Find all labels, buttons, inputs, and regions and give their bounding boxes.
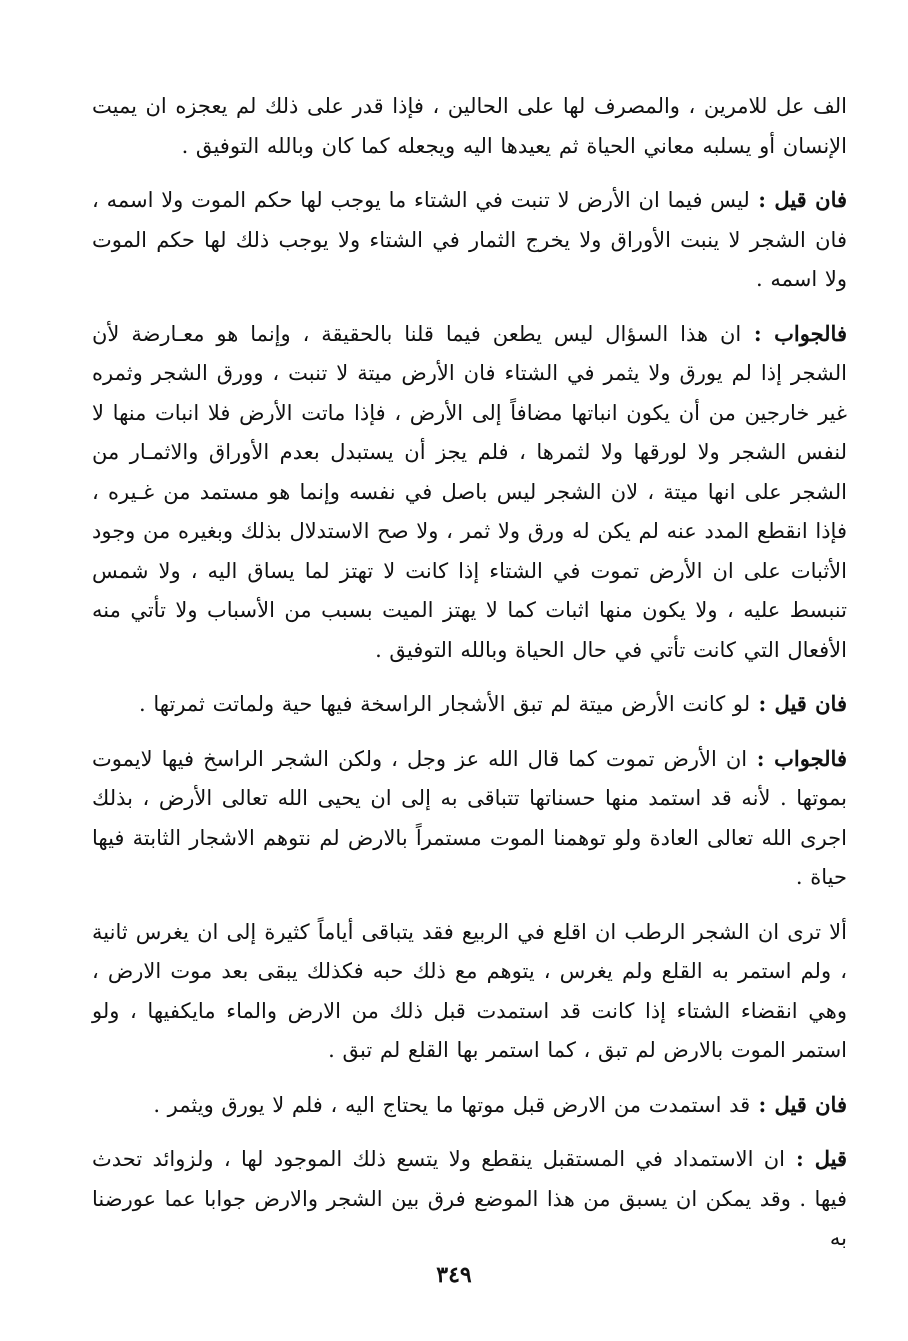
paragraph-text: ألا ترى ان الشجر الرطب ان اقلع في الربيع فقد يتباقى أياماً كثيرة إلى ان يغرس ثانية ، ولم استمر به القلع ولم يغرس ، يتوهم مع ذلك حبه فكذلك يبقى بعد موت الارض ، وهي انقضاء الشتاء إذا كانت قد استمدت قبل ذلك من الارض والماء مايكفيها ، ولو استمر الموت بالارض لم تبق ، كما استمر بها القلع لم تبق . (92, 919, 847, 1062)
paragraph-2 (92, 180, 847, 300)
paragraph-text: ليس فيما ان الأرض لا تنبت في الشتاء ما يوجب لها حكم الموت ولا اسمه ، فان الشجر لا ينبت الأوراق ولا يخرج الثمار في الشتاء ولا يوجب ذلك لها حكم الموت ولا اسمه . (92, 188, 847, 291)
paragraph-text: الف عل للامرين ، والمصرف لها على الحالين ، فإذا قدر على ذلك لم يعجزه ان يميت الإنسان أو يسلبه معاني الحياة ثم يعيدها اليه ويجعله كما كان وبالله التوفيق . (92, 94, 847, 158)
paragraph-text: لو كانت الأرض ميتة لم تبق الأشجار الراسخة فيها حية ولماتت ثمرتها . (139, 692, 751, 716)
paragraph-text: ان هذا السؤال ليس يطعن فيما قلنا بالحقيقة ، وإنما هو معـارضة لأن الشجر إذا لم يورق ولا يثمر في الشتاء فان الأرض ميتة لا تنبت ، وورق الشجر وثمره غير خارجين من أن يكون انباتها مضافاً إلى الأرض ، فإذا ماتت الأرض فلا انبات منها لا لنفس الشجر ولا لورقها ولا لثمرها ، فلم يجز أن يستبدل بعدم الأوراق والاثمـار من الشجر على انها ميتة ، لان الشجر ليس باصل في نفسه وإنما هو مستمد من غـيره ، فإذا انقطع المدد عنه لم يكن له ورق ولا ثمر ، ولا صح الاستدلال بذلك وبغيره من وجود الأثبات على ان الأرض تموت في الشتاء إذا كانت لا تهتز لما يساق اليه ، ولا شمس تنبسط عليه ، ولا يكون منها اثبات كما لا يهتز الميت بسبب من الأسباب ولا تأتي منه الأفعال التي كانت تأتي في حال الحياة وبالله التوفيق . (92, 321, 847, 662)
paragraph-lead: فان قيل : (750, 1091, 847, 1117)
paragraph-text: ان الأرض تموت كما قال الله عز وجل ، ولكن الشجر الراسخ فيها لايموت بموتها . لأنه قد استمد منها حسناتها تتباقى به إلى ان يحيى الله تعالى الأرض ، بذلك اجرى الله تعالى العادة ولو توهمنا الموت مستمراً بالارض لم نتوهم الاشجار الثابتة فيها حياة . (92, 746, 847, 889)
paragraph-3 (92, 314, 847, 671)
paragraph-text: قد استمدت من الارض قبل موتها ما يحتاج اليه ، فلم لا يورق ويثمر . (153, 1092, 751, 1117)
paragraph-lead: فان قيل : (750, 691, 847, 716)
page-number: ٣٤٩ (436, 1262, 472, 1288)
paragraph-5 (92, 739, 847, 898)
paragraph-lead: فالجواب : (747, 745, 847, 771)
paragraph-6 (92, 912, 847, 1071)
paragraph-1 (92, 86, 847, 166)
paragraph-lead: قيل : (785, 1146, 847, 1171)
paragraph-lead: فالجواب : (741, 320, 847, 346)
paragraph-8 (92, 1139, 847, 1259)
document-page (92, 86, 847, 1273)
paragraph-4 (92, 684, 847, 725)
paragraph-lead: فان قيل : (749, 187, 848, 212)
paragraph-text: ان الاستمداد في المستقبل ينقطع ولا يتسع ذلك الموجود لها ، ولزوائد تحدث فيها . وقد يمكن ان يسبق من هذا الموضع فرق بين الشجر والارض جوابا عما عورضنا به (92, 1147, 847, 1250)
paragraph-7 (92, 1085, 847, 1126)
